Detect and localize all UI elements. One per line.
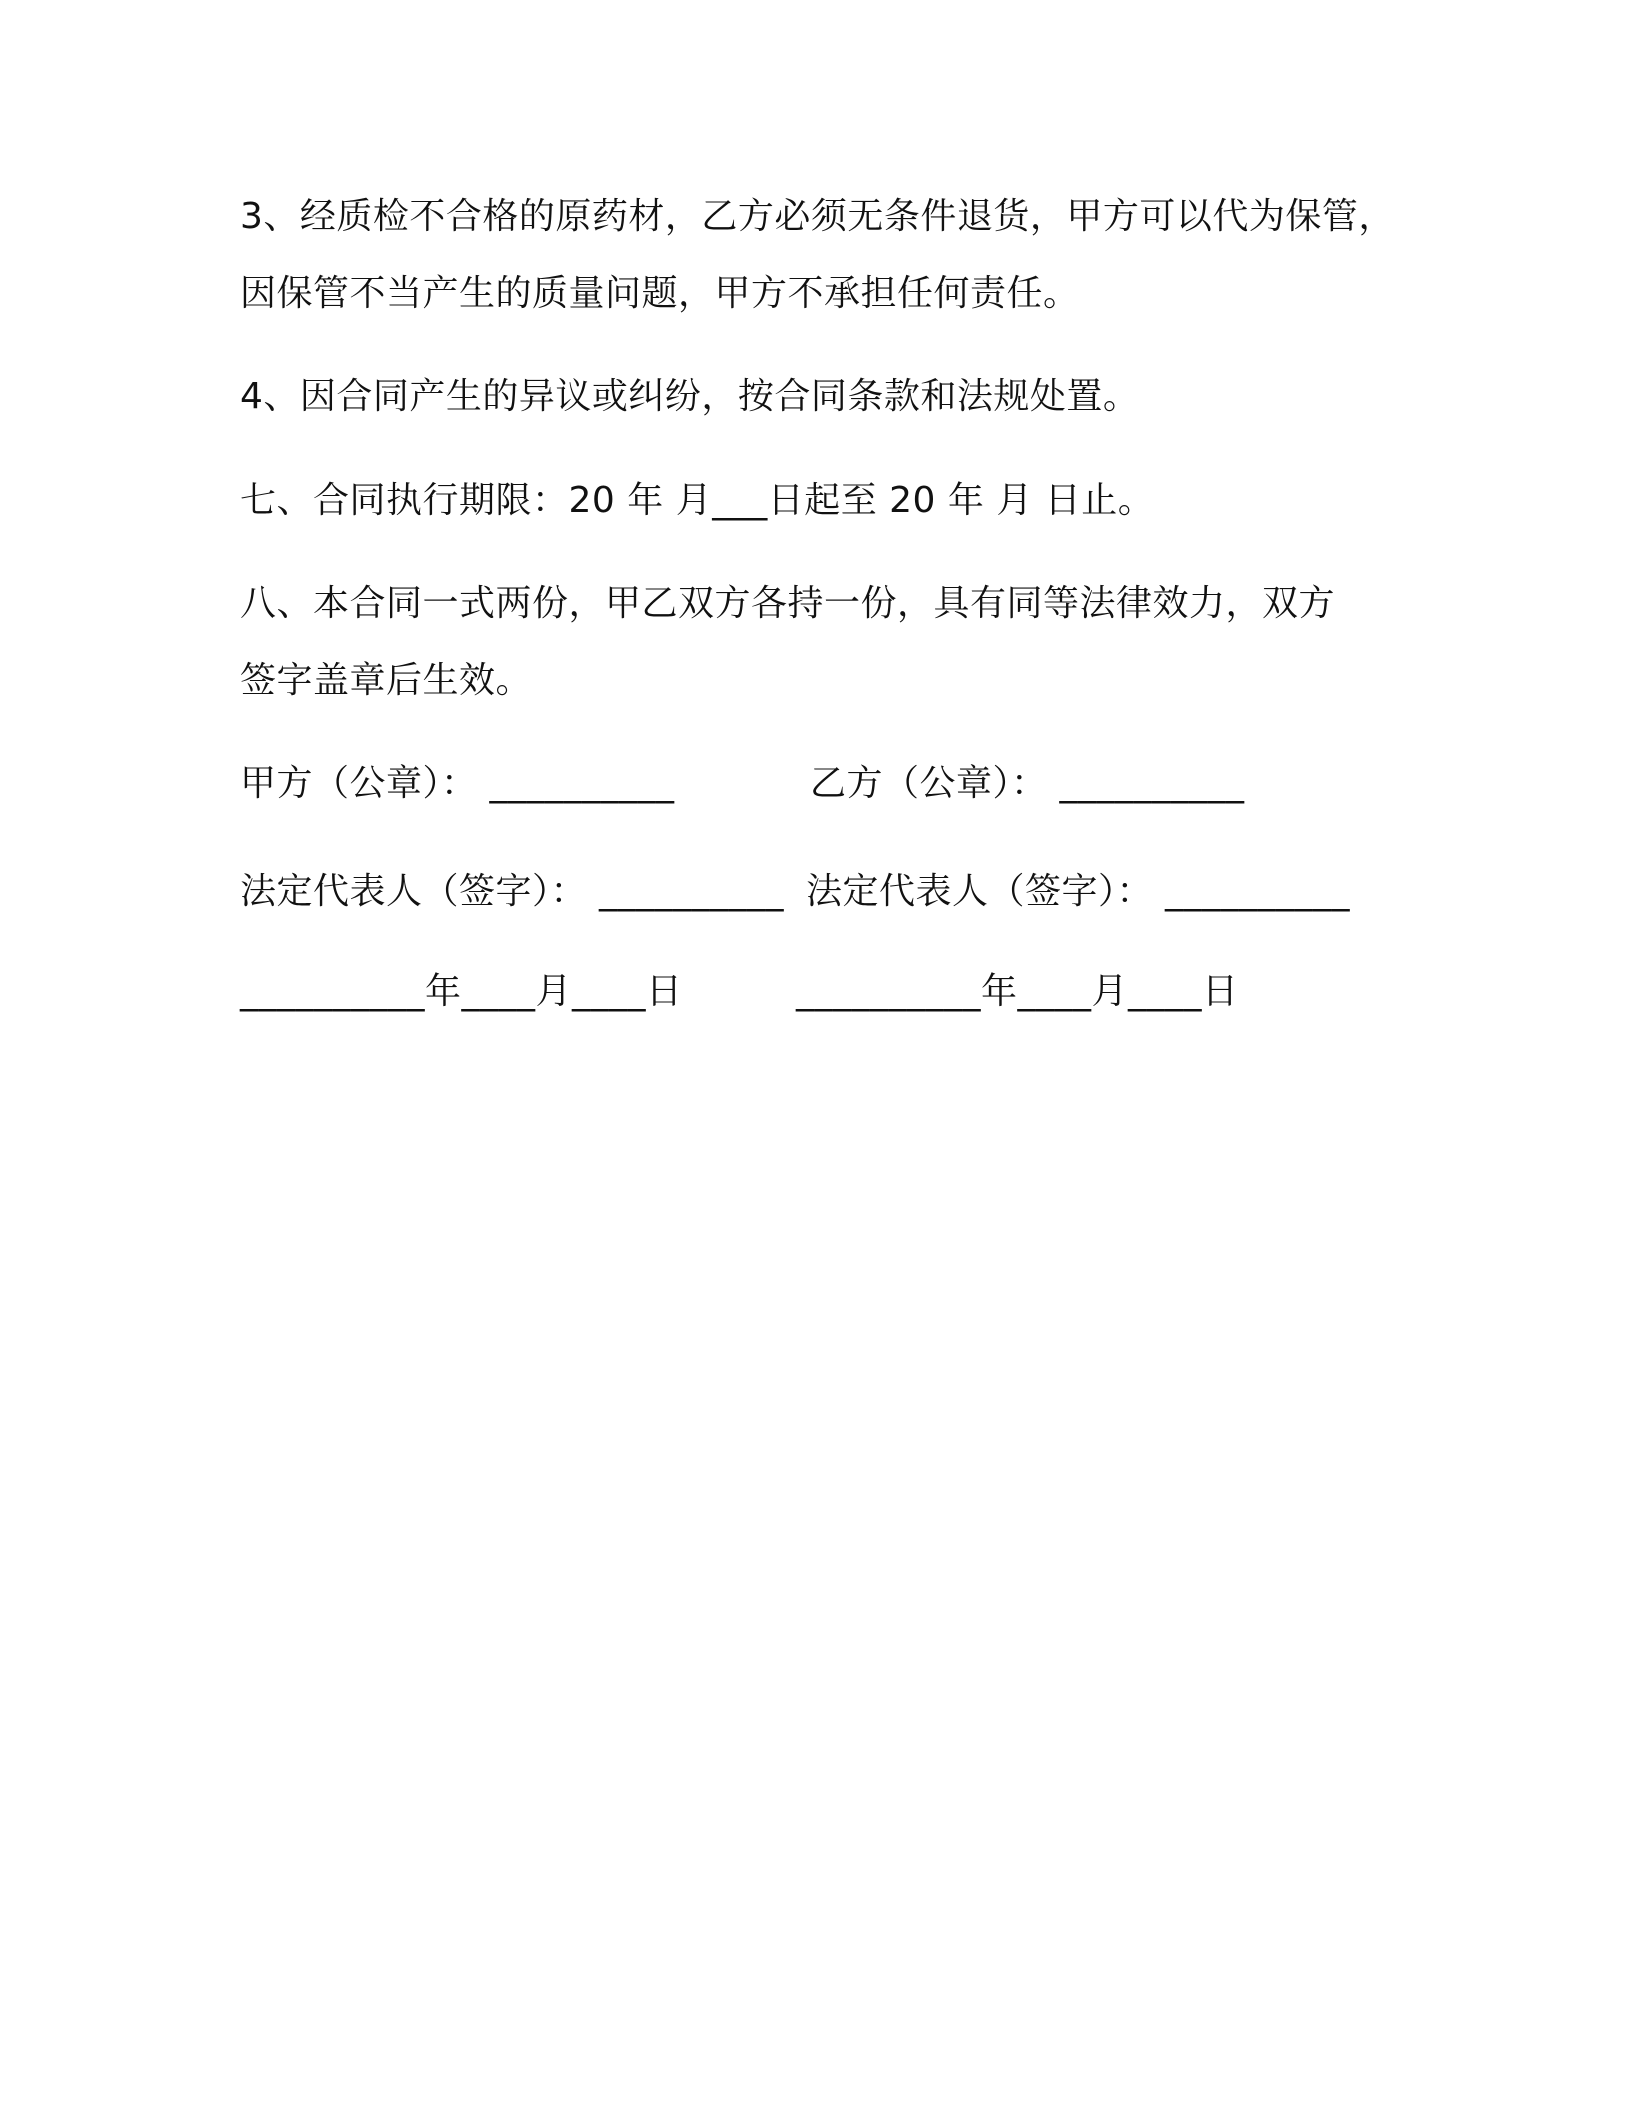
clause-3-line-1: 3、经质检不合格的原药材，乙方必须无条件退货，甲方可以代为保管， [240,196,1395,237]
clause-copies-line-1: 八、本合同一式两份，甲乙双方各持一份，具有同等法律效力，双方 [240,583,1336,624]
clause-copies-line-2: 签字盖章后生效。 [240,660,533,701]
party-b-seal: 乙方（公章）： __________ [810,763,1245,804]
clause-term: 七、合同执行期限：20 年 月___日起至 20 年 月 日止。 [240,480,1155,521]
clause-4: 4、因合同产生的异议或纠纷，按合同条款和法规处置。 [240,376,1140,417]
clause-3-line-2: 因保管不当产生的质量问题，甲方不承担任何责任。 [240,273,1080,314]
party-a-date: __________年____月____日 [240,971,683,1012]
party-a-seal: 甲方（公章）： __________ [240,763,675,804]
party-b-date: __________年____月____日 [796,971,1239,1012]
party-b-representative: 法定代表人（签字）： __________ [806,871,1350,912]
party-a-representative: 法定代表人（签字）： __________ [240,871,784,912]
